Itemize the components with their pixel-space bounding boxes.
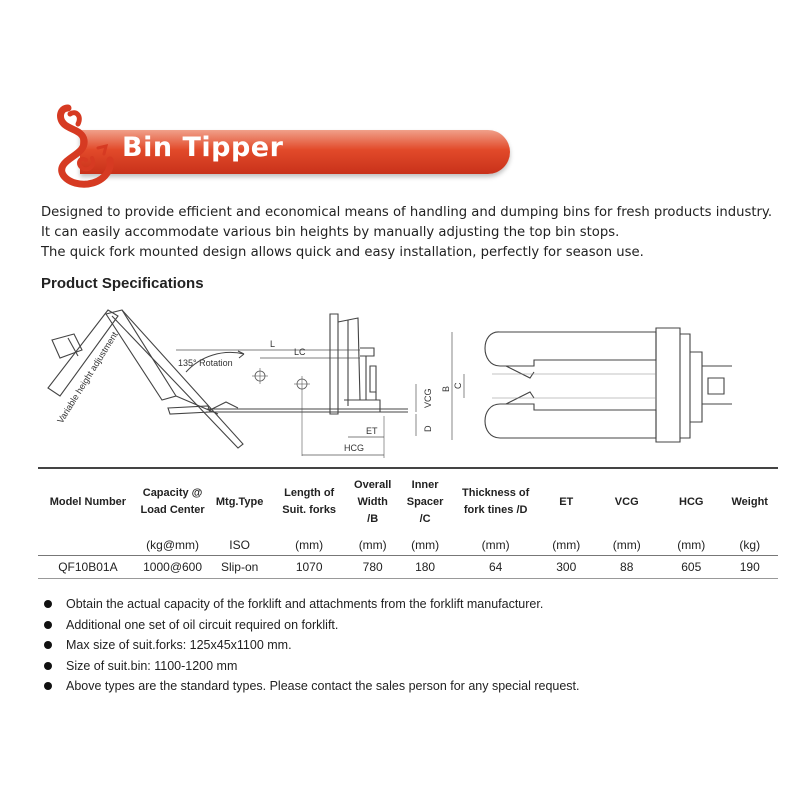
- bullet-icon: [44, 600, 52, 608]
- product-description: [41, 203, 781, 263]
- unit-cell: (mm): [540, 535, 592, 556]
- bullet-icon: [44, 682, 52, 690]
- header-overall-width: Overall Width /B: [346, 468, 398, 535]
- side-view-drawing: [38, 296, 433, 466]
- note-text: Max size of suit.forks: 125x45x1100 mm.: [66, 638, 292, 652]
- unit-cell: ISO: [207, 535, 272, 556]
- unit-cell: (mm): [661, 535, 721, 556]
- unit-cell: (kg): [721, 535, 778, 556]
- dimension-b-label: B: [441, 385, 451, 392]
- notes-list: [41, 594, 580, 697]
- unit-cell: (kg@mm): [138, 535, 208, 556]
- note-text: Obtain the actual capacity of the forklift and attachments from the forklift manufacturer.: [66, 597, 544, 611]
- unit-cell: (mm): [451, 535, 540, 556]
- description-line: Designed to provide efficient and economical means of handling and dumping bins for fresh products industry.: [41, 205, 773, 220]
- header-tine-thickness: Thickness of fork tines /D: [451, 468, 540, 535]
- title-banner: [40, 100, 480, 190]
- cell-overall-width: 780: [346, 556, 398, 579]
- top-view-drawing: [440, 322, 740, 455]
- bullet-icon: [44, 621, 52, 629]
- header-inner-spacer: Inner Spacer /C: [399, 468, 451, 535]
- cell-model-number: QF10B01A: [38, 556, 138, 579]
- note-text: Additional one set of oil circuit required on forklift.: [66, 617, 339, 632]
- table-units-row: [38, 535, 778, 556]
- unit-cell: [38, 535, 138, 556]
- note-text: Size of suit.bin: 1100-1200 mm: [66, 658, 238, 673]
- cell-weight: 190: [721, 556, 778, 579]
- table-row: [38, 556, 778, 579]
- cell-inner-spacer: 180: [399, 556, 451, 579]
- list-item: [41, 635, 580, 656]
- cell-hcg: 605: [661, 556, 721, 579]
- specifications-table: [38, 467, 778, 579]
- height-adjustment-label: Variable height adjustment: [55, 329, 120, 426]
- dimension-hcg-label: HCG: [344, 443, 364, 453]
- cell-vcg: 88: [592, 556, 661, 579]
- list-item: [41, 676, 580, 697]
- header-fork-length: Length of Suit. forks: [272, 468, 347, 535]
- header-capacity: Capacity @ Load Center: [138, 468, 208, 535]
- cell-mounting-type: Slip-on: [207, 556, 272, 579]
- rotation-label: 135° Rotation: [178, 358, 233, 368]
- list-item: [41, 594, 580, 615]
- cell-fork-length: 1070: [272, 556, 347, 579]
- cell-tine-thickness: 64: [451, 556, 540, 579]
- specifications-heading: Product Specifications: [41, 275, 204, 292]
- list-item: [41, 615, 580, 636]
- unit-cell: (mm): [399, 535, 451, 556]
- unit-cell: (mm): [346, 535, 398, 556]
- description-line: It can easily accommodate various bin heights by manually adjusting the top bin stops.: [41, 225, 620, 240]
- dimension-c-label: C: [453, 382, 463, 389]
- dimension-vcg-label: VCG: [423, 388, 433, 408]
- bullet-icon: [44, 641, 52, 649]
- dimension-d-label: D: [423, 425, 433, 432]
- note-text: Above types are the standard types. Please contact the sales person for any special request.: [66, 679, 580, 693]
- bullet-icon: [44, 662, 52, 670]
- header-weight: Weight: [721, 468, 778, 535]
- description-line: The quick fork mounted design allows quick and easy installation, perfectly for season use.: [41, 245, 644, 260]
- header-model-number: Model Number: [38, 468, 138, 535]
- cell-capacity: 1000@600: [138, 556, 208, 579]
- unit-cell: (mm): [592, 535, 661, 556]
- header-mounting-type: Mtg.Type: [207, 468, 272, 535]
- header-et: ET: [540, 468, 592, 535]
- page-title: Bin Tipper: [122, 132, 284, 163]
- dimension-lc-label: LC: [294, 347, 306, 357]
- cell-et: 300: [540, 556, 592, 579]
- list-item: [41, 656, 580, 677]
- header-vcg: VCG: [592, 468, 661, 535]
- unit-cell: (mm): [272, 535, 347, 556]
- table-header-row: [38, 468, 778, 535]
- header-hcg: HCG: [661, 468, 721, 535]
- dimension-l-label: L: [270, 339, 276, 349]
- dimension-et-label: ET: [366, 426, 378, 436]
